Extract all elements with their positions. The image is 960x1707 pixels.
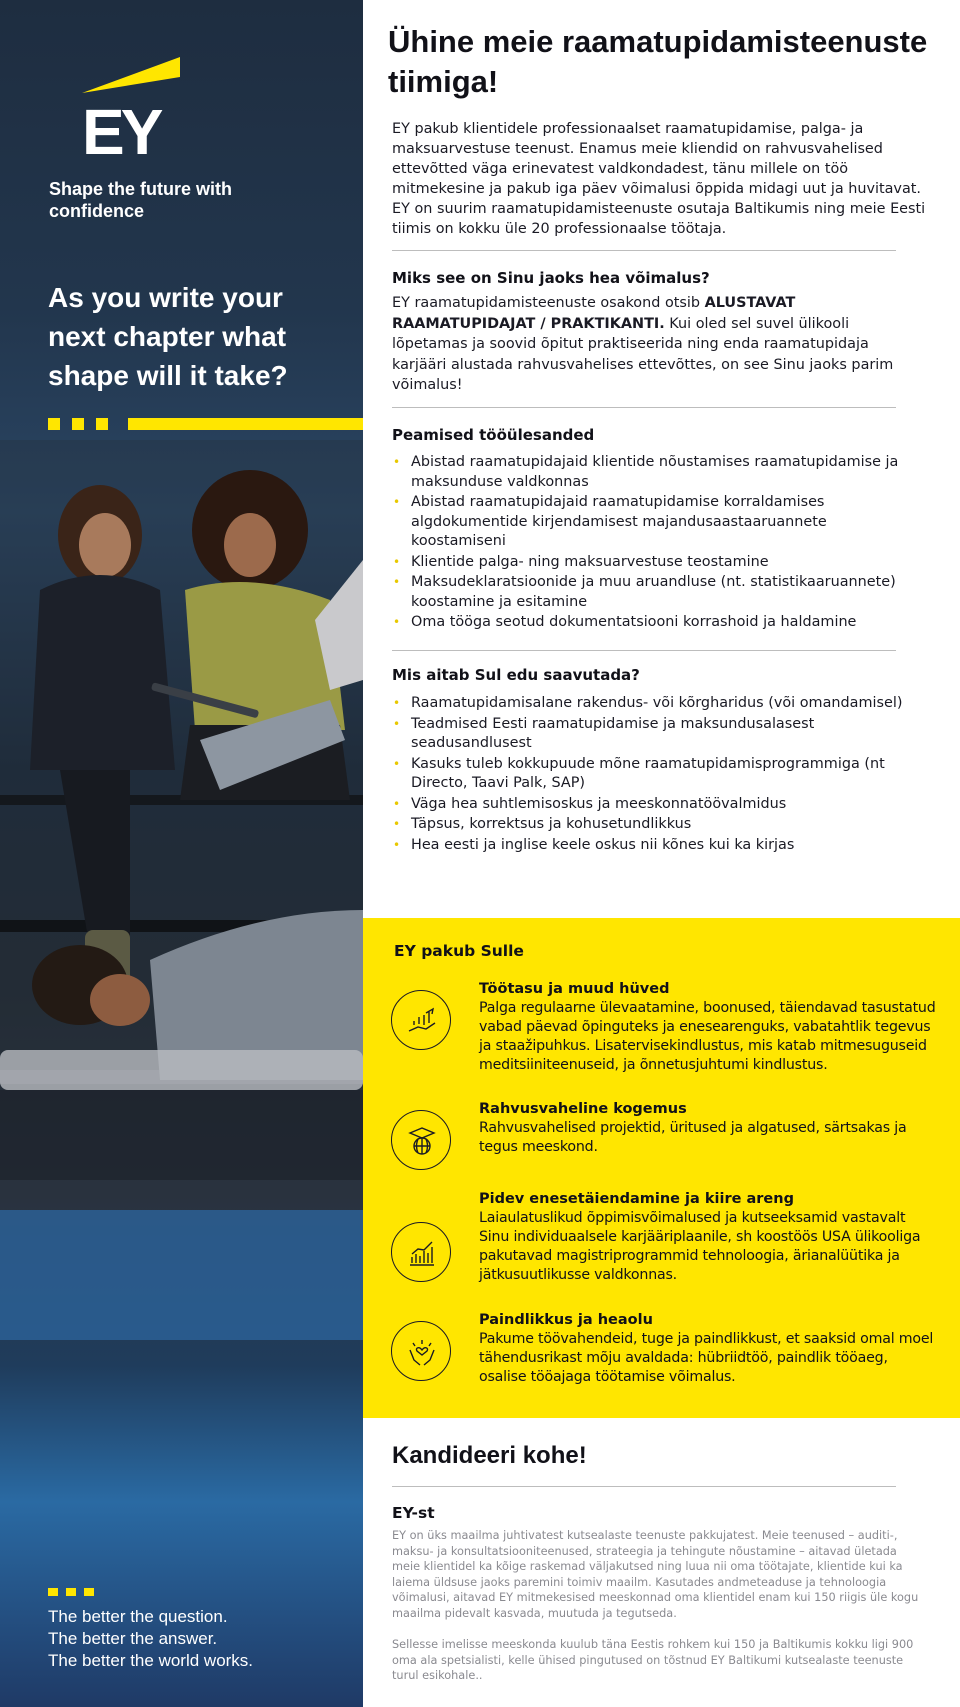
offer-heading: EY pakub Sulle: [394, 942, 524, 960]
bar-chart-icon: [391, 1222, 451, 1282]
benefit-text: Rahvusvahelised projektid, üritused ja algatused, särtsakas ja tegus meeskond.: [479, 1120, 907, 1155]
tasks-heading: Peamised tööülesanded: [392, 426, 595, 444]
benefit-title: Rahvusvaheline kogemus: [479, 1101, 687, 1117]
job-description-panel: [363, 0, 960, 1707]
benefit-text: Pakume töövahendeid, tuge ja paindlikkust, et saaksid omal moel tähendusrikast mõju avaldada: hübriidtöö, paindlik tööaeg, osalise tööajaga töötamise võimalus.: [479, 1331, 934, 1385]
opportunity-text: EY raamatupidamisteenuste osakond otsib: [392, 295, 705, 311]
offer-section: [363, 918, 960, 1418]
page-title: Ühine meie raamatupidamisteenuste tiimiga!: [388, 24, 928, 99]
benefit-title: Pidev enesetäiendamine ja kiire areng: [479, 1191, 794, 1207]
benefit-title: Paindlikkus ja heaolu: [479, 1312, 653, 1328]
about-heading: EY-st: [392, 1504, 435, 1522]
benefit-item: [391, 1190, 951, 1290]
list-item: • Täpsus, korrektsus ja kohusetundlikkus: [392, 815, 912, 835]
slogan-line-3: The better the world works.: [48, 1651, 254, 1670]
slogan-line-2: The better the answer.: [48, 1629, 218, 1648]
brand-tagline: Shape the future with confidence: [49, 179, 233, 221]
benefit-item: [391, 1311, 951, 1411]
about-paragraph: EY on üks maailma juhtivatest kutsealaste teenuste pakkujatest. Meie teenused – auditi-, maksu- ja konsultatsiooniteenused, strateegia ja tehingute nõustamine – aitavad ületada meie klientidel ka kõige raskemad väljakutsed ning luua nii oma töötajate, klientide kui ka laiema üldsuse jaoks paremini toimiv maailm. Kasutades andmeteaduse ja tehnoloogia võimalusi, aitavad EY mitmekesised meeskonnad oma klientidel enam kui 150 riigis üle kogu maailma pidevalt kasvada, muutuda ja tegutseda.: [392, 1529, 919, 1620]
position-title: ALUSTAVAT RAAMATUPIDAJAT / PRAKTIKANTI.: [392, 295, 796, 332]
list-item: • Abistad raamatupidajaid raamatupidamise korraldamises algdokumentide kirjendamisest majandusaastaaruannete koostamiseni: [392, 493, 912, 552]
list-item: • Hea eesti ja inglise keele oskus nii kõnes kui ka kirjas: [392, 836, 912, 856]
divider: [392, 650, 896, 651]
hands-care-icon: [391, 1321, 451, 1381]
brand-headline: As you write your next chapter what shape will it take?: [48, 282, 288, 391]
success-heading: Mis aitab Sul edu saavutada?: [392, 666, 640, 684]
list-item: • Teadmised Eesti raamatupidamise ja maksundusalasest seadusandlusest: [392, 715, 912, 754]
list-item: • Maksudeklaratsioonide ja muu aruandluse (nt. statistikaaruannete) koostamine ja esitamine: [392, 573, 912, 612]
slogan-line-1: The better the question.: [48, 1607, 228, 1626]
globe-graduation-icon: [391, 1110, 451, 1170]
benefit-item: [391, 980, 951, 1080]
benefit-item: [391, 1100, 951, 1200]
list-item: • Oma tööga seotud dokumentatsiooni korrashoid ja haldamine: [392, 613, 912, 633]
list-item: • Abistad raamatupidajaid klientide nõustamises raamatupidamise ja maksunduse valdkonnas: [392, 453, 912, 492]
growth-chart-hand-icon: [391, 990, 451, 1050]
list-item: • Raamatupidamisalane rakendus- või kõrgharidus (või omandamisel): [392, 694, 912, 714]
bottom-slogan: [48, 1606, 348, 1672]
divider: [392, 407, 896, 408]
success-list: [392, 694, 912, 856]
about-paragraph-team: Sellesse imelisse meeskonda kuulub täna Eestis rohkem kui 150 ja Baltikumis kokku ligi 900 oma ala spetsialisti, kelle ühised pingutused on tõstnud EY Baltikumi kutsealaste teenuste turul esikohale..: [392, 1638, 914, 1682]
divider: [392, 1486, 896, 1487]
benefit-text: Palga regulaarne ülevaatamine, boonused, täiendavad tasustatud vabad päevad õpinguteks ja enesearenguks, vabatahtlik tegevus ja staažipuhkus. Lisatervisekindlustus, mis katab mitmesuguseid meditsiiniteenuseid, ja õnnetusjuhtumi kindlustus.: [479, 1000, 936, 1073]
opportunity-text-end: Kui oled sel suvel ülikooli lõpetamas ja soovid õpitut praktiseerida ning enda raamatupidaja karjääri alustada rahvusvahelises ettevõttes, on see Sinu jaoks parim võimalus!: [392, 315, 894, 393]
divider: [392, 250, 896, 251]
left-brand-panel: [0, 0, 363, 1707]
tasks-list: [392, 453, 912, 634]
ey-logo: EY: [82, 96, 160, 168]
benefit-title: Töötasu ja muud hüved: [479, 981, 670, 997]
opportunity-paragraph: [392, 293, 912, 396]
people-photo: [0, 440, 363, 1340]
opportunity-heading: Miks see on Sinu jaoks hea võimalus?: [392, 269, 710, 287]
intro-paragraph: EY pakub klientidele professionaalset raamatupidamise, palga- ja maksuarvestuse teenust. Enamus meie kliendid on rahvusvahelised ettevõtted väga erinevatest valdkondadest, tänu millele on töö mitmekesine ja pakub iga päev võimalusi õppida midagi uut ja huvitavat. EY on suurim raamatupidamisteenuste osutaja Baltikumis ning meie Eesti tiimis on kokku üle 20 professionaalse töötaja.: [392, 121, 926, 237]
list-item: • Kasuks tuleb kokkupuude mõne raamatupidamisprogrammiga (nt Directo, Taavi Palk, SAP): [392, 755, 912, 794]
apply-now-link[interactable]: Kandideeri kohe!: [392, 1442, 587, 1469]
yellow-dash-divider: [48, 418, 363, 430]
list-item: • Väga hea suhtlemisoskus ja meeskonnatöövalmidus: [392, 795, 912, 815]
benefit-text: Laiaulatuslikud õppimisvõimalused ja kutseeksamid vastavalt Sinu individuaalsele karjääriplaanile, sh koostöös USA ülikooliga pakutavad magistriprogrammid tehnoloogia, ärianalüütika ja jätkusuutlikusse valdkonnas.: [479, 1210, 921, 1283]
yellow-dash-mark: [48, 1588, 108, 1596]
list-item: • Klientide palga- ning maksuarvestuse teostamine: [392, 553, 912, 573]
